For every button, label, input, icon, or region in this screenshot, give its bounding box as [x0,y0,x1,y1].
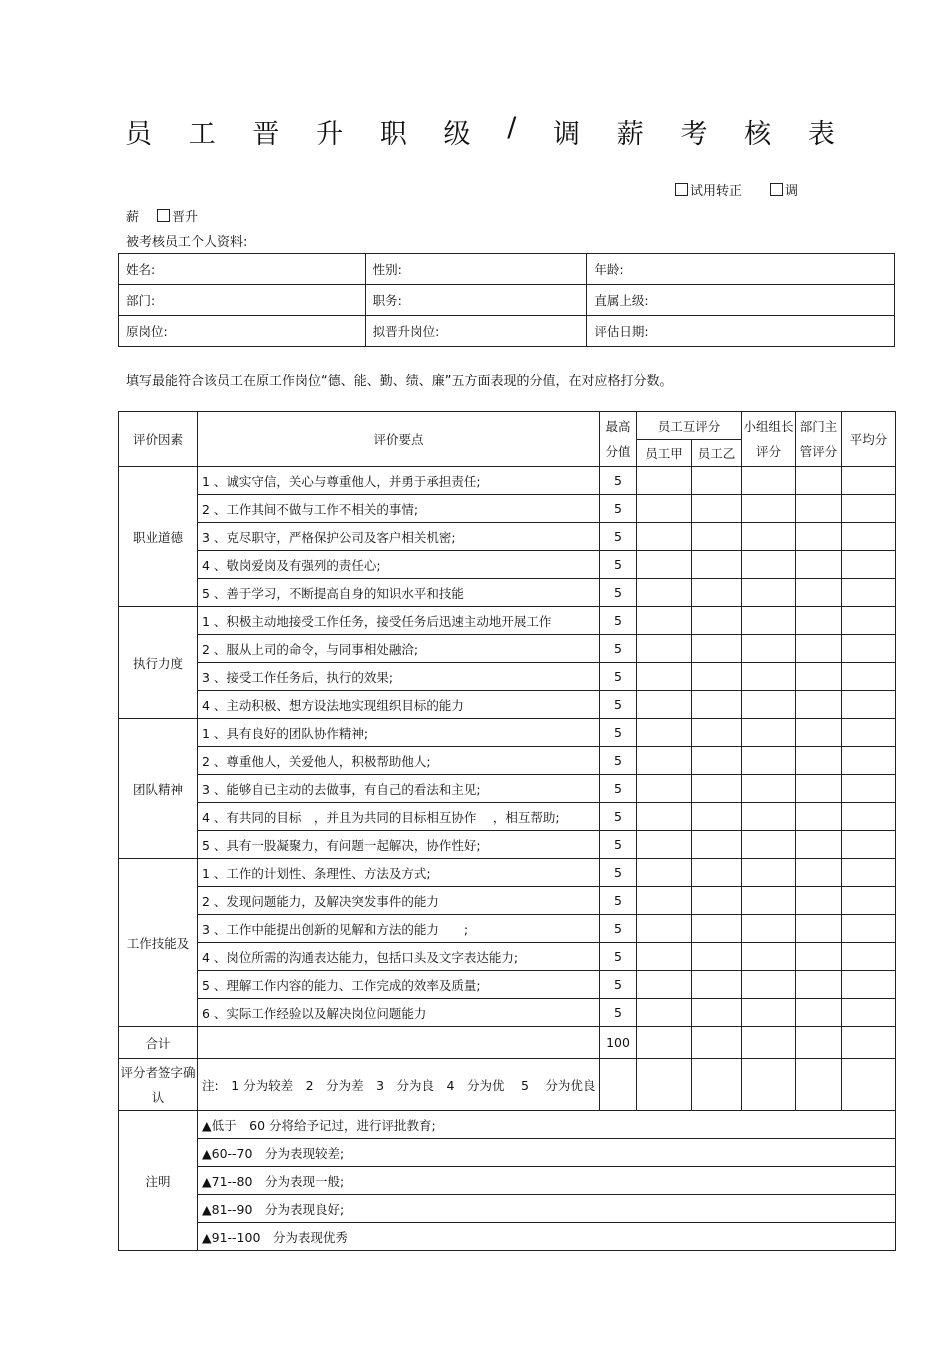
row-peer-b-score[interactable] [692,915,742,943]
row-average-score[interactable] [842,495,896,523]
note-line: ▲81--90 分为表现良好; [198,1195,896,1223]
row-dept-head-score[interactable] [796,803,842,831]
row-group-leader-score[interactable] [742,859,796,887]
row-average-score[interactable] [842,467,896,495]
header-average: 平均分 [842,412,896,467]
adjust-label-part2: 薪 [126,210,140,225]
table-row [119,803,896,831]
row-group-leader-score[interactable] [742,523,796,551]
criterion-text: 3 、工作中能提出创新的见解和方法的能力 ; [198,915,600,943]
row-peer-a-score[interactable] [637,859,692,887]
header-dept-head: 部门主管评分 [796,412,842,467]
row-average-score[interactable] [842,747,896,775]
row-peer-a-score[interactable] [637,579,692,607]
signature-group-leader-score[interactable] [742,1059,796,1111]
criterion-text: 4 、岗位所需的沟通表达能力，包括口头及文字表达能力; [198,943,600,971]
factor-cell: 执行力度 [119,607,198,719]
criterion-text: 4 、敬岗爱岗及有强列的责任心; [198,551,600,579]
row-dept-head-score[interactable] [796,691,842,719]
row-peer-a-score[interactable] [637,803,692,831]
row-average-score[interactable] [842,719,896,747]
table-row [119,579,896,607]
option-row-2 [126,206,198,225]
row-group-leader-score[interactable] [742,943,796,971]
row-peer-b-score[interactable] [692,803,742,831]
title-char: 核 [744,119,772,150]
row-average-score[interactable] [842,943,896,971]
table-row [119,663,896,691]
total-average-score[interactable] [842,1027,896,1059]
table-row [119,691,896,719]
max-score-cell: 5 [600,803,637,831]
row-dept-head-score[interactable] [796,523,842,551]
max-score-cell: 5 [600,579,637,607]
criterion-text: 1 、具有良好的团队协作精神; [198,719,600,747]
name-field[interactable]: 姓名: [119,254,366,285]
total-label: 合计 [119,1027,198,1059]
row-group-leader-score[interactable] [742,915,796,943]
row-group-leader-score[interactable] [742,467,796,495]
evaluation-table [118,411,896,1251]
max-score-cell: 5 [600,747,637,775]
row-dept-head-score[interactable] [796,635,842,663]
row-group-leader-score[interactable] [742,495,796,523]
row-group-leader-score[interactable] [742,607,796,635]
table-row [119,551,896,579]
personal-heading: 被考核员工个人资料: [126,235,248,250]
trial-label: 试用转正 [690,184,743,199]
personal-info-table [118,253,895,347]
title-char: 升 [316,119,344,150]
signature-average-score[interactable] [842,1059,896,1111]
row-group-leader-score[interactable] [742,579,796,607]
row-peer-b-score[interactable] [692,691,742,719]
row-dept-head-score[interactable] [796,467,842,495]
max-score-cell: 5 [600,635,637,663]
adjust-label-part1: 调 [785,184,799,199]
criterion-text: 5 、善于学习，不断提高自身的知识水平和技能 [198,579,600,607]
header-factor: 评价因素 [119,412,198,467]
max-score-cell: 5 [600,831,637,859]
row-dept-head-score[interactable] [796,579,842,607]
table-row [119,635,896,663]
row-average-score[interactable] [842,971,896,999]
row-group-leader-score[interactable] [742,831,796,859]
max-score-cell: 5 [600,887,637,915]
row-peer-b-score[interactable] [692,663,742,691]
row-dept-head-score[interactable] [796,859,842,887]
target-post-field[interactable]: 拟晋升岗位: [365,316,587,347]
row-peer-b-score[interactable] [692,551,742,579]
title-char: 调 [553,119,581,150]
header-points: 评价要点 [198,412,600,467]
title-char: 薪 [616,119,644,150]
criterion-text: 1 、积极主动地接受工作任务，接受任务后迅速主动地开展工作 [198,607,600,635]
dept-field[interactable]: 部门: [119,285,366,316]
criterion-text: 3 、克尽职守，严格保护公司及客户相关机密; [198,523,600,551]
title-char: 晋 [252,119,280,150]
criterion-text: 5 、理解工作内容的能力、工作完成的效率及质量; [198,971,600,999]
factor-cell: 团队精神 [119,719,198,859]
page-title [125,112,835,152]
row-peer-a-score[interactable] [637,971,692,999]
row-peer-b-score[interactable] [692,467,742,495]
table-row [119,467,896,495]
row-peer-a-score[interactable] [637,551,692,579]
row-peer-a-score[interactable] [637,467,692,495]
row-peer-b-score[interactable] [692,775,742,803]
criterion-text: 2 、发现问题能力，及解决突发事件的能力 [198,887,600,915]
row-average-score[interactable] [842,831,896,859]
row-peer-a-score[interactable] [637,719,692,747]
row-average-score[interactable] [842,691,896,719]
row-average-score[interactable] [842,999,896,1027]
row-group-leader-score[interactable] [742,635,796,663]
row-dept-head-score[interactable] [796,999,842,1027]
row-average-score[interactable] [842,775,896,803]
table-row [119,999,896,1027]
header-group-leader: 小组组长评分 [742,412,796,467]
max-score-cell: 5 [600,999,637,1027]
signature-dept-head-score[interactable] [796,1059,842,1111]
row-dept-head-score[interactable] [796,775,842,803]
title-char: 职 [379,119,407,150]
row-dept-head-score[interactable] [796,607,842,635]
row-peer-a-score[interactable] [637,663,692,691]
factor-cell: 职业道德 [119,467,198,607]
row-group-leader-score[interactable] [742,747,796,775]
criterion-text: 4 、有共同的目标 ，并且为共同的目标相互协作 ，相互帮助; [198,803,600,831]
promote-checkbox[interactable] [157,209,170,222]
adjust-salary-checkbox[interactable] [770,183,783,196]
row-average-score[interactable] [842,887,896,915]
note-row [119,1139,896,1167]
instruction-text: 填写最能符合该员工在原工作岗位“德、能、勤、绩、廉”五方面表现的分值，在对应格打分数。 [126,374,673,389]
table-row [119,887,896,915]
row-group-leader-score[interactable] [742,971,796,999]
row-peer-a-score[interactable] [637,747,692,775]
row-peer-a-score[interactable] [637,691,692,719]
max-score-cell: 5 [600,691,637,719]
signature-row [119,1059,896,1111]
row-average-score[interactable] [842,579,896,607]
total-peer-b-score[interactable] [692,1027,742,1059]
row-dept-head-score[interactable] [796,747,842,775]
total-blank [198,1027,600,1059]
row-peer-b-score[interactable] [692,579,742,607]
note-line: ▲71--80 分为表现一般; [198,1167,896,1195]
row-average-score[interactable] [842,607,896,635]
max-score-cell: 5 [600,775,637,803]
total-row [119,1027,896,1059]
row-dept-head-score[interactable] [796,551,842,579]
row-peer-a-score[interactable] [637,635,692,663]
row-peer-b-score[interactable] [692,999,742,1027]
criterion-text: 6 、实际工作经验以及解决岗位问题能力 [198,999,600,1027]
max-score-cell: 5 [600,663,637,691]
criterion-text: 2 、工作其间不做与工作不相关的事情; [198,495,600,523]
header-peer-a: 员工甲 [637,440,692,467]
note-line: ▲低于 60 分将给予记过，进行评批教育; [198,1111,896,1139]
row-peer-a-score[interactable] [637,831,692,859]
signature-max-blank [600,1059,637,1111]
scale-note: 注: 1 分为较差 2 分为差 3 分为良 4 分为优 5 分为优良 [198,1059,600,1111]
position-field[interactable]: 职务: [365,285,587,316]
row-average-score[interactable] [842,803,896,831]
row-peer-b-score[interactable] [692,495,742,523]
age-field[interactable]: 年龄: [587,254,895,285]
row-average-score[interactable] [842,663,896,691]
table-row [119,915,896,943]
row-group-leader-score[interactable] [742,719,796,747]
row-peer-a-score[interactable] [637,607,692,635]
max-score-cell: 5 [600,495,637,523]
row-group-leader-score[interactable] [742,887,796,915]
notes-label: 注明 [119,1111,198,1251]
row-peer-a-score[interactable] [637,915,692,943]
row-dept-head-score[interactable] [796,663,842,691]
title-char: 表 [807,119,835,150]
eval-date-field[interactable]: 评估日期: [587,316,895,347]
note-line: ▲91--100 分为表现优秀 [198,1223,896,1251]
table-row [119,859,896,887]
row-average-score[interactable] [842,551,896,579]
criterion-text: 3 、接受工作任务后，执行的效果; [198,663,600,691]
table-row [119,747,896,775]
row-peer-b-score[interactable] [692,635,742,663]
max-score-cell: 5 [600,915,637,943]
title-char: 员 [125,119,152,150]
trial-checkbox[interactable] [675,183,688,196]
total-dept-head-score[interactable] [796,1027,842,1059]
row-peer-a-score[interactable] [637,523,692,551]
criterion-text: 4 、主动积极、想方设法地实现组织目标的能力 [198,691,600,719]
note-row [119,1223,896,1251]
max-score-cell: 5 [600,971,637,999]
original-post-field[interactable]: 原岗位: [119,316,366,347]
row-dept-head-score[interactable] [796,719,842,747]
note-row [119,1167,896,1195]
table-row [119,775,896,803]
criterion-text: 2 、服从上司的命令，与同事相处融洽; [198,635,600,663]
row-peer-b-score[interactable] [692,831,742,859]
criterion-text: 3 、能够自已主动的去做事，有自己的看法和主见; [198,775,600,803]
row-dept-head-score[interactable] [796,831,842,859]
row-peer-b-score[interactable] [692,943,742,971]
max-score-cell: 5 [600,859,637,887]
promote-label: 晋升 [172,210,199,225]
criterion-text: 1 、诚实守信，关心与尊重他人，并勇于承担责任; [198,467,600,495]
option-row-1 [675,180,798,199]
table-row [119,523,896,551]
title-char: 考 [680,119,708,150]
gender-field[interactable]: 性别: [365,254,587,285]
table-row [119,495,896,523]
row-group-leader-score[interactable] [742,691,796,719]
max-score-cell: 5 [600,467,637,495]
header-peer-b: 员工乙 [692,440,742,467]
supervisor-field[interactable]: 直属上级: [587,285,895,316]
criterion-text: 1 、工作的计划性、条理性、方法及方式; [198,859,600,887]
max-score-cell: 5 [600,551,637,579]
table-row [119,831,896,859]
row-dept-head-score[interactable] [796,943,842,971]
row-group-leader-score[interactable] [742,663,796,691]
row-peer-b-score[interactable] [692,747,742,775]
note-row [119,1195,896,1223]
title-char: / [507,112,517,143]
row-peer-a-score[interactable] [637,495,692,523]
max-score-cell: 5 [600,523,637,551]
max-score-cell: 5 [600,943,637,971]
row-group-leader-score[interactable] [742,551,796,579]
max-score-cell: 5 [600,607,637,635]
signature-peer-a-score[interactable] [637,1059,692,1111]
row-average-score[interactable] [842,635,896,663]
row-average-score[interactable] [842,859,896,887]
row-dept-head-score[interactable] [796,887,842,915]
signature-peer-b-score[interactable] [692,1059,742,1111]
max-score-cell: 5 [600,719,637,747]
row-dept-head-score[interactable] [796,971,842,999]
row-dept-head-score[interactable] [796,915,842,943]
row-average-score[interactable] [842,915,896,943]
note-row [119,1111,896,1139]
title-char: 级 [443,119,471,150]
row-group-leader-score[interactable] [742,775,796,803]
row-dept-head-score[interactable] [796,495,842,523]
title-char: 工 [188,119,216,150]
row-peer-b-score[interactable] [692,607,742,635]
header-peer: 员工互评分 [637,412,742,440]
row-average-score[interactable] [842,523,896,551]
table-row [119,719,896,747]
row-peer-b-score[interactable] [692,859,742,887]
row-group-leader-score[interactable] [742,803,796,831]
row-peer-b-score[interactable] [692,523,742,551]
row-peer-a-score[interactable] [637,887,692,915]
total-max: 100 [600,1027,637,1059]
table-row [119,943,896,971]
row-peer-a-score[interactable] [637,999,692,1027]
total-group-leader-score[interactable] [742,1027,796,1059]
criterion-text: 5 、具有一股凝聚力，有问题一起解决，协作性好; [198,831,600,859]
signature-label: 评分者签字确认 [119,1059,198,1111]
row-group-leader-score[interactable] [742,999,796,1027]
header-max-score: 最高分值 [600,412,637,467]
total-peer-a-score[interactable] [637,1027,692,1059]
row-peer-b-score[interactable] [692,971,742,999]
row-peer-b-score[interactable] [692,887,742,915]
row-peer-a-score[interactable] [637,943,692,971]
factor-cell: 工作技能及 [119,859,198,1027]
table-row [119,971,896,999]
note-line: ▲60--70 分为表现较差; [198,1139,896,1167]
criterion-text: 2 、尊重他人，关爱他人，积极帮助他人; [198,747,600,775]
table-row [119,607,896,635]
row-peer-b-score[interactable] [692,719,742,747]
row-peer-a-score[interactable] [637,775,692,803]
